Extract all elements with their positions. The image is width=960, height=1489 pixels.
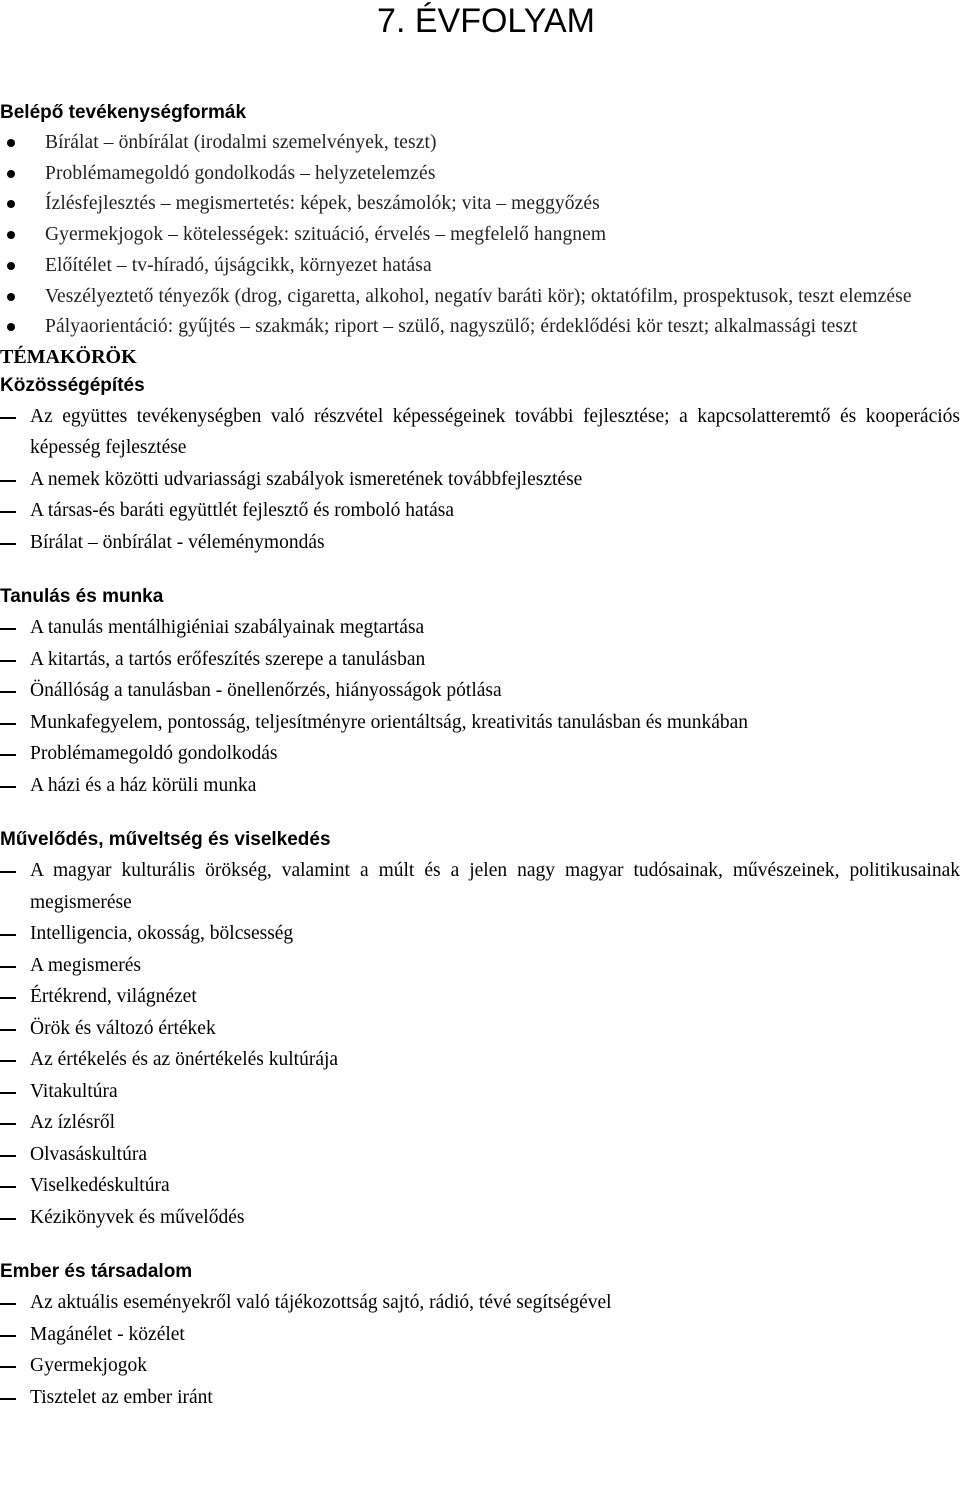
dash-icon xyxy=(0,786,16,788)
list-item: Az aktuális eseményekről való tájékozottság sajtó, rádió, tévé segítségével xyxy=(0,1287,960,1319)
dash-icon xyxy=(0,1123,16,1125)
list-item: Értékrend, világnézet xyxy=(0,981,960,1013)
list-item: Gyermekjogok xyxy=(0,1350,960,1382)
section-list-tanulas-es-munka xyxy=(0,612,960,801)
dash-icon xyxy=(0,1029,16,1031)
section-list-muvelodes xyxy=(0,855,960,1233)
dash-icon xyxy=(0,417,16,419)
section-heading-ember-es-tarsadalom: Ember és társadalom xyxy=(0,1261,193,1283)
entry-heading: Belépő tevékenységformák xyxy=(0,102,247,123)
entry-list xyxy=(0,128,960,343)
bullet-icon xyxy=(7,262,15,270)
bullet-icon xyxy=(7,200,15,208)
dash-icon xyxy=(0,754,16,756)
dash-icon xyxy=(0,1218,16,1220)
dash-icon xyxy=(0,1398,16,1400)
dash-icon xyxy=(0,1366,16,1368)
bullet-icon xyxy=(7,323,15,331)
list-item: A tanulás mentálhigiéniai szabályainak megtartása xyxy=(0,612,960,644)
list-item: Örök és változó értékek xyxy=(0,1013,960,1045)
list-item: Az ízlésről xyxy=(0,1107,960,1139)
dash-icon xyxy=(0,871,16,873)
dash-icon xyxy=(0,511,16,513)
dash-icon xyxy=(0,628,16,630)
list-item: A nemek közötti udvariassági szabályok ismeretének továbbfejlesztése xyxy=(0,464,960,496)
list-item: Pályaorientáció: gyűjtés – szakmák; riport – szülő, nagyszülő; érdeklődési kör teszt; alkalmassági teszt xyxy=(0,312,960,343)
dash-icon xyxy=(0,1303,16,1305)
list-item: Gyermekjogok – kötelességek: szituáció, érvelés – megfelelő hangnem xyxy=(0,220,960,251)
list-item: Problémamegoldó gondolkodás xyxy=(0,738,960,770)
dash-icon xyxy=(0,966,16,968)
section-list-kozossegepites xyxy=(0,401,960,559)
section-gap xyxy=(0,801,960,825)
list-item: Az értékelés és az önértékelés kultúrája xyxy=(0,1044,960,1076)
document-body xyxy=(0,98,960,1413)
list-item: Magánélet - közélet xyxy=(0,1319,960,1351)
list-item: Előítélet – tv-híradó, újságcikk, környezet hatása xyxy=(0,251,960,282)
list-item: Olvasáskultúra xyxy=(0,1139,960,1171)
list-item: Veszélyeztető tényezők (drog, cigaretta, alkohol, negatív baráti kör); oktatófilm, prospektusok, teszt elemzése xyxy=(0,282,960,313)
list-item: Ízlésfejlesztés – megismertetés: képek, beszámolók; vita – meggyőzés xyxy=(0,189,960,220)
list-item: Kézikönyvek és művelődés xyxy=(0,1202,960,1234)
dash-icon xyxy=(0,543,16,545)
topics-heading: TÉMAKÖRÖK xyxy=(0,345,137,368)
bullet-icon xyxy=(7,170,15,178)
dash-icon xyxy=(0,934,16,936)
section-list-ember-es-tarsadalom xyxy=(0,1287,960,1413)
list-item: Bírálat – önbírálat (irodalmi szemelvények, teszt) xyxy=(0,128,960,159)
dash-icon xyxy=(0,1186,16,1188)
section-gap xyxy=(0,558,960,582)
dash-icon xyxy=(0,1092,16,1094)
dash-icon xyxy=(0,1060,16,1062)
list-item: A magyar kulturális örökség, valamint a múlt és a jelen nagy magyar tudósainak, művészeinek, politikusainak megismerése xyxy=(0,855,960,918)
list-item: Problémamegoldó gondolkodás – helyzetelemzés xyxy=(0,159,960,190)
dash-icon xyxy=(0,997,16,999)
bullet-icon xyxy=(7,231,15,239)
bullet-icon xyxy=(7,139,15,147)
list-item: Intelligencia, okosság, bölcsesség xyxy=(0,918,960,950)
dash-icon xyxy=(0,1335,16,1337)
list-item: Munkafegyelem, pontosság, teljesítményre orientáltság, kreativitás tanulásban és munkában xyxy=(0,707,960,739)
list-item: Bírálat – önbírálat - véleménymondás xyxy=(0,527,960,559)
dash-icon xyxy=(0,723,16,725)
list-item: Viselkedéskultúra xyxy=(0,1170,960,1202)
section-heading-kozossegepites: Közösségépítés xyxy=(0,374,145,396)
list-item: Önállóság a tanulásban - önellenőrzés, hiányosságok pótlása xyxy=(0,675,960,707)
list-item: A házi és a ház körüli munka xyxy=(0,770,960,802)
section-gap xyxy=(0,1233,960,1257)
list-item: A társas-és baráti együttlét fejlesztő és romboló hatása xyxy=(0,495,960,527)
dash-icon xyxy=(0,480,16,482)
list-item: A kitartás, a tartós erőfeszítés szerepe a tanulásban xyxy=(0,644,960,676)
list-item: Tisztelet az ember iránt xyxy=(0,1382,960,1414)
dash-icon xyxy=(0,1155,16,1157)
page-title: 7. ÉVFOLYAM xyxy=(377,2,595,40)
list-item: A megismerés xyxy=(0,950,960,982)
bullet-icon xyxy=(7,293,15,301)
list-item: Az együttes tevékenységben való részvétel képességeinek további fejlesztése; a kapcsolatteremtő és kooperációs képesség fejlesztése xyxy=(0,401,960,464)
dash-icon xyxy=(0,691,16,693)
dash-icon xyxy=(0,660,16,662)
section-heading-tanulas-es-munka: Tanulás és munka xyxy=(0,586,164,608)
list-item: Vitakultúra xyxy=(0,1076,960,1108)
section-heading-muvelodes: Művelődés, műveltség és viselkedés xyxy=(0,829,331,851)
